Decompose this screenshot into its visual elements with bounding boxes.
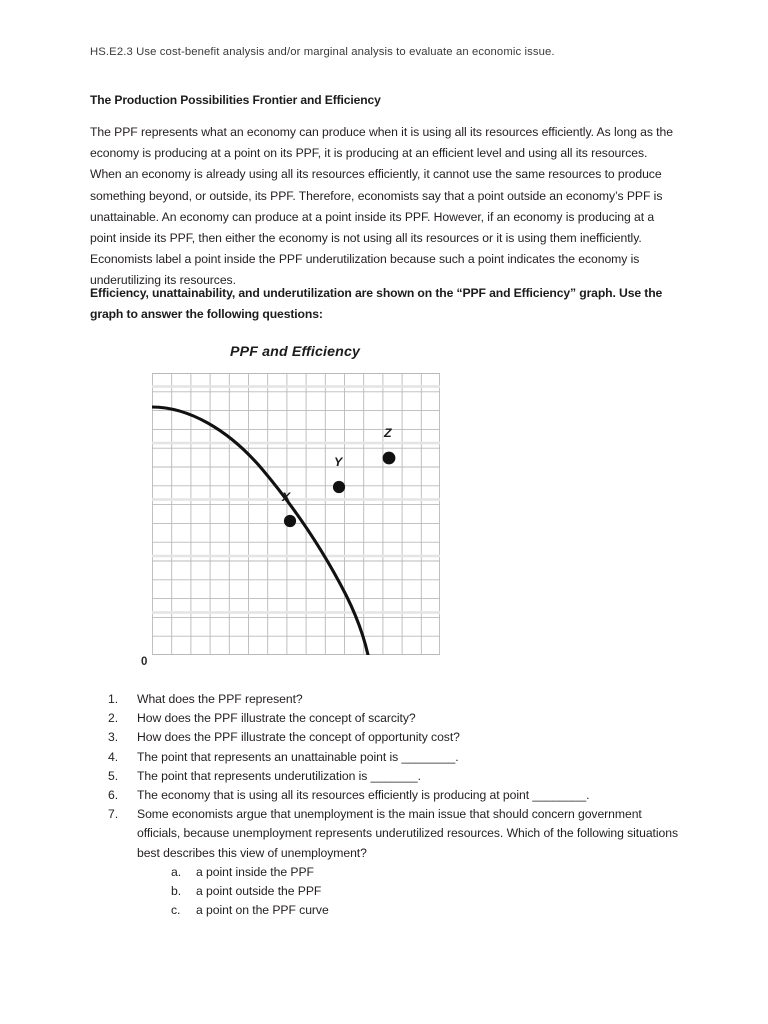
answer-option	[171, 863, 688, 882]
option-letter: b.	[171, 884, 182, 899]
point-label-x: X	[282, 490, 291, 504]
point-label-y: Y	[334, 455, 343, 469]
question-number: 2.	[108, 711, 119, 726]
option-text: a point inside the PPF	[196, 864, 314, 879]
answer-option	[171, 882, 688, 901]
question-number: 3.	[108, 730, 119, 745]
question-text: The economy that is using all its resources efficiently is producing at point ________.	[137, 788, 590, 803]
question-text: How does the PPF illustrate the concept of scarcity?	[137, 711, 416, 726]
question-text: Some economists argue that unemployment is the main issue that should concern government officials, because unemployment represents underutilized resources. Which of the following situations best describes this view of unemployment?	[137, 807, 678, 860]
question-text: The point that represents underutilization is _______.	[137, 768, 421, 783]
option-text: a point outside the PPF	[196, 884, 322, 899]
origin-label: 0	[141, 656, 148, 668]
question-item	[108, 767, 688, 786]
data-point-z	[383, 452, 396, 465]
question-item	[108, 709, 688, 728]
data-point-x	[284, 515, 296, 527]
question-item	[108, 805, 688, 863]
question-number: 7.	[108, 807, 119, 822]
question-number: 4.	[108, 749, 119, 764]
data-point-y	[333, 481, 345, 493]
point-label-z: Z	[384, 426, 392, 440]
standard-reference-line: HS.E2.3 Use cost-benefit analysis and/or marginal analysis to evaluate an economic issue.	[90, 46, 555, 58]
ppf-chart	[130, 338, 460, 668]
option-letter: a.	[171, 864, 182, 879]
question-list	[108, 690, 688, 920]
question-number: 6.	[108, 788, 119, 803]
question-item	[108, 728, 688, 747]
instruction-paragraph: Efficiency, unattainability, and underutilization are shown on the “PPF and Efficiency” graph. Use the graph to answer the following questions:	[90, 286, 663, 321]
section-heading: The Production Possibilities Frontier and Efficiency	[90, 93, 381, 107]
answer-options-list	[108, 863, 688, 921]
question-text: What does the PPF represent?	[137, 692, 303, 706]
question-number: 1.	[108, 692, 119, 706]
question-text: The point that represents an unattainable point is ________.	[137, 749, 459, 764]
body-paragraph: The PPF represents what an economy can produce when it is using all its resources efficiently. As long as the economy is producing at a point on its PPF, it is producing at an efficient level and using all its resources. When an economy is already using all its resources efficiently, it cannot use the same resources to produce something beyond, or outside, its PPF. Therefore, economists say that a point outside an economy’s PPF is unattainable. An economy can produce at a point inside its PPF. However, if an economy is producing at a point inside its PPF, then either the economy is not using all its resources or it is using them inefficiently. Economists label a point inside the PPF underutilization because such a point indicates the economy is underutilizing its resources.	[90, 125, 673, 288]
question-text: How does the PPF illustrate the concept of opportunity cost?	[137, 730, 460, 745]
chart-title: PPF and Efficiency	[230, 344, 361, 360]
question-item	[108, 690, 688, 709]
question-item	[108, 786, 688, 805]
answer-option	[171, 901, 688, 920]
chart-plot-area	[152, 373, 440, 655]
question-item	[108, 748, 688, 767]
chart-svg	[152, 373, 440, 655]
question-number: 5.	[108, 768, 119, 783]
option-letter: c.	[171, 903, 181, 918]
option-text: a point on the PPF curve	[196, 903, 329, 918]
